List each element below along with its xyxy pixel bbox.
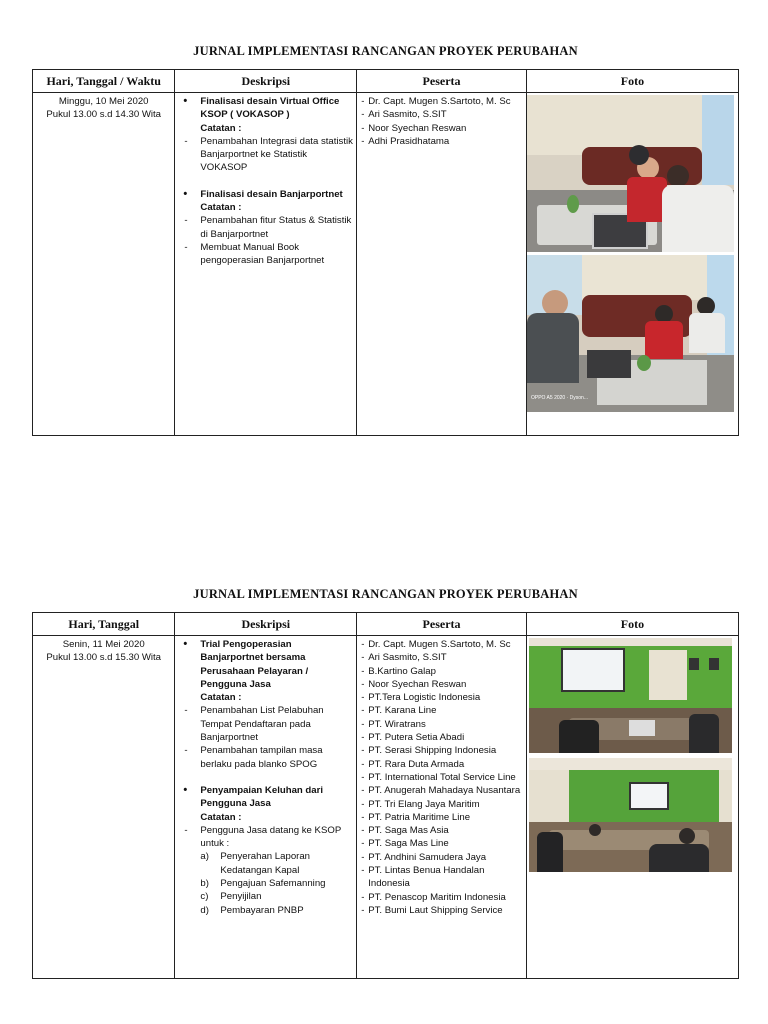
meeting-photo-2 (527, 255, 734, 412)
header-participants: Peserta (357, 613, 527, 636)
participant-item: - Ari Sasmito, S.SIT (360, 651, 523, 664)
desc-note-label: Catatan : (200, 811, 242, 823)
meeting-photo-1 (527, 95, 734, 252)
time-text: Pukul 13.00 s.d 15.30 Wita (46, 652, 162, 664)
desc-subpoint: b) Pengajuan Safemanning (200, 878, 326, 890)
participant-item: - Adhi Prasidhatama (360, 135, 523, 148)
participant-item: - PT. Saga Mas Line (360, 837, 523, 850)
date-text: Minggu, 10 Mei 2020 (58, 96, 149, 107)
participant-item: - PT. Tri Elang Jaya Maritim (360, 798, 523, 811)
header-date: Hari, Tanggal / Waktu (33, 70, 175, 93)
desc-subpoint: d) Pembayaran PNBP (200, 904, 304, 916)
desc-point: - Penambahan Integrasi data statistik Banjarportnet ke Statistik VOKASOP (178, 135, 353, 175)
participant-item: - PT. Wiratrans (360, 718, 523, 731)
header-date: Hari, Tanggal (33, 613, 175, 636)
participant-item: - PT. Lintas Benua Handalan Indonesia (360, 864, 523, 891)
participant-item: - PT. Putera Setia Abadi (360, 731, 523, 744)
participant-item: - Noor Syechan Reswan (360, 122, 523, 135)
desc-note-label: Catatan : (200, 692, 242, 704)
desc-item-title: • Finalisasi desain Banjarportnet (178, 188, 353, 201)
participant-item: - Dr. Capt. Mugen S.Sartoto, M. Sc (360, 638, 523, 651)
participant-item: - Ari Sasmito, S.SIT (360, 108, 523, 121)
date-cell (33, 636, 175, 979)
participant-item: - PT. Andhini Samudera Jaya (360, 851, 523, 864)
participant-item: - PT. Anugerah Mahadaya Nusantara (360, 784, 523, 797)
header-participants: Peserta (357, 70, 527, 93)
header-photo: Foto (526, 70, 738, 93)
desc-subpoint: a) Penyerahan Laporan Kedatangan Kapal (200, 851, 311, 876)
header-description: Deskripsi (175, 70, 357, 93)
participant-item: - PT.Tera Logistic Indonesia (360, 691, 523, 704)
section-1-title: JURNAL IMPLEMENTASI RANCANGAN PROYEK PERUBAHAN (193, 44, 578, 58)
participant-item: - PT. Penascop Maritim Indonesia (360, 891, 523, 904)
desc-item-title: • Finalisasi desain Virtual Office KSOP ( VOKASOP ) (178, 95, 353, 122)
desc-item-title: • Trial Pengoperasian Banjarportnet bersama Perusahaan Pelayaran / Pengguna Jasa (178, 638, 353, 691)
participant-item: - PT. Bumi Laut Shipping Service (360, 904, 523, 917)
meeting-photo-3 (529, 638, 732, 753)
date-text: Senin, 11 Mei 2020 (62, 639, 145, 650)
photo-watermark: OPPO A5 2020 · Dyson... (531, 395, 588, 401)
journal-section-1 (32, 44, 739, 437)
desc-point: - Penambahan tampilan masa berlaku pada blanko SPOG (178, 744, 353, 771)
description-cell (175, 636, 357, 979)
table-header-row (33, 613, 739, 636)
desc-point: - Penambahan List Pelabuhan Tempat Pendaftaran pada Banjarportnet (178, 704, 353, 744)
participant-item: - PT. Serasi Shipping Indonesia (360, 744, 523, 757)
desc-subpoint: c) Penyijilan (200, 891, 262, 903)
participant-item: - Noor Syechan Reswan (360, 678, 523, 691)
participant-item: - Dr. Capt. Mugen S.Sartoto, M. Sc (360, 95, 523, 108)
description-cell (175, 93, 357, 436)
desc-note-label: Catatan : (200, 202, 242, 214)
participant-item: - PT. Karana Line (360, 704, 523, 717)
date-cell (33, 93, 175, 436)
participant-item: - PT. Saga Mas Asia (360, 824, 523, 837)
desc-point: - Penambahan fitur Status & Statistik di Banjarportnet (178, 214, 353, 241)
participant-item: - B.Kartino Galap (360, 665, 523, 678)
meeting-photo-4 (529, 758, 732, 872)
section-2-title: JURNAL IMPLEMENTASI RANCANGAN PROYEK PERUBAHAN (193, 587, 578, 601)
participant-item: - PT. International Total Service Line (360, 771, 523, 784)
table-header-row (33, 70, 739, 93)
desc-point: - Membuat Manual Book pengoperasian Banjarportnet (178, 241, 353, 268)
header-photo: Foto (526, 613, 738, 636)
participants-cell (357, 93, 527, 436)
participant-item: - PT. Rara Duta Armada (360, 758, 523, 771)
desc-point: - Pengguna Jasa datang ke KSOP untuk : (178, 824, 353, 851)
participant-item: - PT. Patria Maritime Line (360, 811, 523, 824)
time-text: Pukul 13.00 s.d 14.30 Wita (46, 109, 162, 121)
desc-note-label: Catatan : (200, 122, 242, 134)
desc-item-title: • Penyampaian Keluhan dari Pengguna Jasa (178, 784, 353, 811)
header-description: Deskripsi (175, 613, 357, 636)
participants-cell (357, 636, 527, 979)
journal-section-2 (32, 587, 739, 980)
